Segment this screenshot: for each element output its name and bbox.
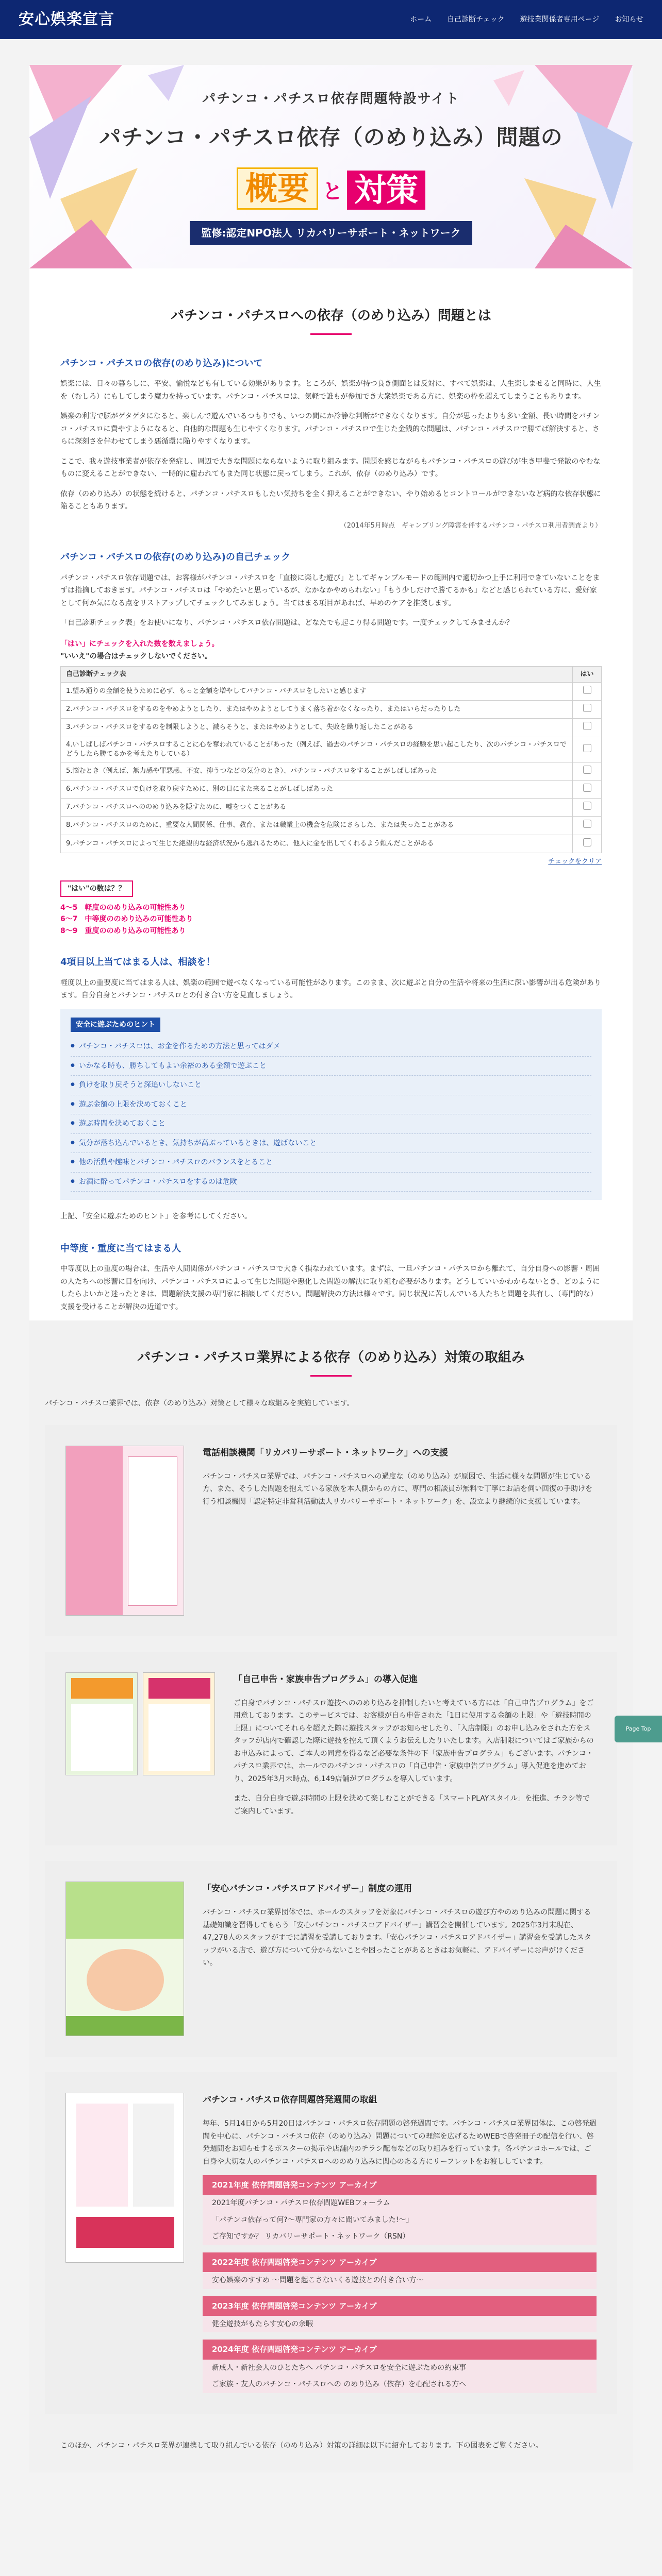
table-row [61, 762, 602, 780]
card-title: 「自己申告・家族申告プログラム」の導入促進 [234, 1674, 418, 1685]
paragraph: 上記、「安全に遊ぶためのヒント」を参考にしてください。 [60, 1212, 252, 1221]
page-top-button[interactable]: Page Top [615, 1716, 662, 1742]
archive-heading-2023[interactable]: 2023年度 依存問題啓発コンテンツ アーカイブ [203, 2296, 597, 2316]
result-mild: 4～5 軽度ののめり込みの可能性あり [60, 904, 186, 912]
check-item-text: 7.パチンコ・パチスロへののめり込みを隠すために、嘘をつくことがある [61, 799, 573, 817]
paragraph: ここで、我々遊技事業者が依存を発症し、周辺で大きな問題にならないように取り組みます。問題を感じながらもパチンコ・パチスロの遊びが生き甲斐で発散のやむなものに変えることができない、一時的に雇われてもまた同じ状態に戻ってしまう。これが、依存（のめり込み）です。 [60, 457, 601, 478]
advisor-poster-image [65, 1882, 184, 2036]
tip-item: ● 気分が落ち込んでいるとき、気持ちが高ぶっているときは、遊ばないこと [71, 1134, 591, 1154]
heading-four-items: 4項目以上当てはまる人は、相談を！ [60, 957, 216, 968]
paragraph: 軽度以上の重要度に当てはまる人は、娯楽の範囲で遊べなくなっている可能性があります。このまま、次に遊ぶと自分の生活や将来の生活に深い影響が出る危険があります。自分自身とパチンコ・パチスロとの付き合い方を見直しましょう。 [60, 978, 601, 1000]
source-note: （2014年5月時点 ギャンブリング障害を伴するパチンコ・パチスロ利用者調査より） [340, 521, 602, 530]
check-item-text: 3.パチンコ・パチスロをするのを制限しようと、減らそうと、またはやめようとして、失敗を繰り返したことがある [61, 719, 573, 737]
tip-item: ● 遊ぶ時間を決めておくこと [71, 1114, 591, 1134]
self-check-table [60, 666, 602, 853]
tip-item: ● 遊ぶ金額の上限を決めておくこと [71, 1095, 591, 1115]
result-severe: 8～9 重度ののめり込みの可能性あり [60, 926, 186, 935]
card-title: パチンコ・パチスロ依存問題啓発週間の取組 [203, 2095, 377, 2106]
check-item-text: 2.パチンコ・パチスロをするのをやめようとしたり、またはやめようとしてうまく落ち着かなくなったり、またはいらだったりした [61, 701, 573, 719]
nav-home[interactable]: ホーム [410, 15, 432, 24]
hero-subtitle: パチンコ・パチスロ依存問題特設サイト [202, 91, 460, 107]
main-content [29, 65, 633, 2472]
clear-checks-link[interactable]: チェックをクリア [548, 857, 602, 866]
hero-banner [29, 65, 633, 268]
measure-card-advisor [45, 1861, 617, 2057]
check-item-text: 9.パチンコ・パチスロによって生じた絶望的な経済状況から逃れるために、他人に金を出してくれるよう頼んだことがある [61, 835, 573, 853]
check-item-text: 8.パチンコ・パチスロのために、重要な人間関係、仕事、教育、または職業上の機会を危険にさらした、または失ったことがある [61, 817, 573, 835]
title-underline [310, 333, 352, 335]
archive-link[interactable]: 「パチンコ依存って何?～専門家の方々に聞いてみました!～」 [203, 2212, 597, 2229]
program-leaflet-image [65, 1672, 138, 1775]
paragraph: 娯楽の利害で脳がゲタゲタになると、楽しんで遊んでいるつもりでも、いつの間にか冷静な判断ができなくなります。自分が思ったよりも多い金額、長い時間をパチンコ・パチスロに費やすようになると、自他的な問題も生じやすくなります。パチンコ・パチスロで生じた金銭的な問題は、パチンコ・パチスロで勝てば解決すると、さらに深刻さを伴わせてしまう悪循環に陥りやすくなります。 [60, 412, 600, 446]
result-moderate: 6～7 中等度ののめり込みの可能性あり [60, 915, 193, 924]
heading-about-dependency: パチンコ・パチスロの依存(のめり込み)について [60, 358, 263, 369]
table-row [61, 719, 602, 737]
card-title: 電話相談機関「リカバリーサポート・ネットワーク」への支援 [203, 1448, 448, 1459]
tip-item: ● 負けを取り戻そうと深追いしないこと [71, 1076, 591, 1095]
paragraph: 依存（のめり込み）の状態を続けると、パチンコ・パチスロもしたい気持ちを全く抑えることができない、やり始めるとコントロールができないなど病的な依存状態に陥ることもあります。 [60, 489, 601, 511]
check-checkbox[interactable] [583, 838, 591, 846]
check-checkbox[interactable] [583, 766, 591, 774]
check-checkbox[interactable] [583, 744, 591, 752]
card-body: パチンコ・パチスロ業界団体では、ホールのスタッフを対象にパチンコ・パチスロの遊び方やのめり込みの問題に関する基礎知識を習得してもらう「安心パチンコ・パチスロアドバイザー」講習会を開催しています。2025年3月末現在、47,278人のスタッフがすでに講習を受講しております。「安心パチンコ・パチスロアドバイザー」講習会を受講したスタッフがいる店で、遊び方について分からないことや困ったことがあるときはお気軽に、アドバイザーにお声がけください。 [203, 1908, 591, 1968]
archive-link[interactable]: 新成人・新社会人のひとたちへ パチンコ・パチスロを安全に遊ぶための約束事 [203, 2360, 597, 2377]
archive-link[interactable]: 2021年度パチンコ・パチスロ依存問題WEBフォーラム [203, 2195, 597, 2212]
table-header: はい [573, 666, 602, 682]
archive-heading-2022[interactable]: 2022年度 依存問題啓発コンテンツ アーカイブ [203, 2252, 597, 2272]
tip-item: ● お酒に酔ってパチンコ・パチスロをするのは危険 [71, 1173, 591, 1192]
paragraph: 中等度以上の重度の場合は、生活や人間関係がパチンコ・パチスロで大きく損なわれています。まずは、一旦パチンコ・パチスロから離れて、自分自身への影響・周囲の人たちへの影響に目を向け、パチンコ・パチスロによって生じた問題や悪化した問題の解決に取り組む必要があります。どうしていいかわからないとき、どのようにしたらよいかと迷ったときは、問題解決支援の専門家に相談してください。問題解決の方法は様々です。同じ状況に苦しんでいる人たちと問題を共有し、（専門的な）支援を受けることが解決の近道です。 [60, 1265, 600, 1311]
section-title-about: パチンコ・パチスロへの依存（のめり込み）問題とは [171, 308, 491, 324]
title-underline [310, 1375, 352, 1377]
closing-paragraph: このほか、パチンコ・パチスロ業界が連携して取り組んでいる依存（のめり込み）対策の詳細は以下に紹介しております。下の図表をご覧ください。 [60, 2441, 543, 2450]
check-checkbox[interactable] [583, 784, 591, 792]
site-logo[interactable]: 安心娯楽宣言 [19, 10, 114, 28]
paragraph: パチンコ・パチスロ業界では、依存（のめり込み）対策として様々な取組みを実施しています。 [45, 1399, 354, 1408]
main-nav [410, 13, 643, 26]
archive-link[interactable]: 健全遊技がもたらす安心の余暇 [203, 2316, 597, 2333]
measure-card-awareness-week [45, 2072, 617, 2413]
awareness-poster-image [65, 2093, 184, 2263]
hero-title: パチンコ・パチスロ依存（のめり込み）問題の [99, 124, 563, 150]
table-header: 自己診断チェック表 [61, 666, 573, 682]
tip-item: ● いかなる時も、勝ちしてもよい余裕のある金額で遊ぶこと [71, 1057, 591, 1076]
hero-connector: と [322, 180, 343, 204]
table-row [61, 781, 602, 799]
table-row [61, 701, 602, 719]
section-title-measures: パチンコ・パチスロ業界による依存（のめり込み）対策の取組み [137, 1350, 525, 1366]
check-item-text: 5.悩むとき（例えば、無力感や罪悪感、不安、抑うつなどの気分のとき）、パチンコ・パチスロをすることがしばしばあった [61, 762, 573, 780]
heading-moderate-severe: 中等度・重度に当てはまる人 [60, 1243, 181, 1254]
archive-link[interactable]: ご存知ですか？ リカバリーサポート・ネットワーク（RSN） [203, 2228, 597, 2245]
nav-news[interactable]: お知らせ [615, 15, 643, 24]
paragraph: 娯楽には、日々の暮らしに、平安、愉悦なども有している効果があります。ところが、娯楽が持つ良き側面とは反対に、すべて娯楽は、人生楽しませると同時に、人生を（むしろ）にもしてしまう魔力を持っています。パチンコ・パチスロは、気軽で誰もが参加でき大衆娯楽である方に、娯楽の枠を超えてしまうこともあります。 [60, 380, 601, 401]
paragraph: 「自己診断チェック表」をお使いになり、パチンコ・パチスロ依存問題は、どなたでも起こり得る問題です。一度チェックしてみませんか？ [60, 619, 514, 628]
check-instruction: 「はい」にチェックを入れた数を数えましょう。 [60, 639, 219, 648]
card-title: 「安心パチンコ・パチスロアドバイザー」制度の運用 [203, 1884, 412, 1894]
archive-link[interactable]: 安心娯楽のすすめ 〜問題を起こさないくる遊技との付き合い方〜 [203, 2272, 597, 2289]
table-row [61, 682, 602, 700]
hero-word-overview: 概要 [237, 167, 318, 210]
measure-card-rsn [45, 1425, 617, 1636]
paragraph: パチンコ・パチスロ依存問題では、お客様がパチンコ・パチスロを「直接に楽しむ遊び」としてギャンブルモードの範囲内で適切かつ上手に利用できていないことをまずは指摘しておきます。パチンコ・パチスロは「やめたいと思っているが、なかなかやめられない」「もう少しだけで勝てるかも」などと感じられている方に、愛好家として何か気になる点をリストアップしてチェックしてみましょう。当てはまる項目があれば、早めのケアを推奨します。 [60, 573, 600, 607]
table-row [61, 737, 602, 762]
check-item-text: 4.いしばしばパチンコ・パチスロすることに心を奪われていることがあった（例えば、過去のパチンコ・パチスロの経験を思い起こしたり、次のパチンコ・パチスロでどうしたら勝てるかを考えたりしている） [61, 737, 573, 762]
card-body: ご自身でパチンコ・パチスロ遊技へののめり込みを抑制したいと考えている方には「自己申告プログラム」をご用意しております。このサービスでは、お客様が自ら申告された「1日に使用する金額の上限」や「遊技時間の上限」についてそれらを超えた際に遊技スタッフがお知らせしたり、「入店制限」のお申し込みをされた方をスタッフが店内で確認した際に遊技を控えて頂くようお伝えしたりいたします。入店制限についてはご家族からのお申込みによって、ご本人の同意を得るなど必要な条件の下「家族申告プログラム」もございます。パチンコ・パチスロ業界では、ホールでのパチンコ・パチスロの「自己申告・家族申告プログラム」導入促進を進めており、2025年3月末時点、6,149店舗がプログラムを導入しています。 [234, 1699, 594, 1783]
check-instruction-note: "いいえ"の場合はチェックしないでください。 [60, 652, 212, 661]
check-checkbox[interactable] [583, 722, 591, 730]
archive-heading-2024[interactable]: 2024年度 依存問題啓発コンテンツ アーカイブ [203, 2340, 597, 2359]
tip-item: ● パチンコ・パチスロは、お金を作るための方法と思ってはダメ [71, 1037, 591, 1057]
table-row [61, 817, 602, 835]
table-row [61, 799, 602, 817]
card-body: パチンコ・パチスロ業界では、パチンコ・パチスロへの過度な（のめり込み）が原因で、生活に様々な問題が生じている方、また、そうした問題を抱えている家族を本人側からの方に、専門の相談員が無料で丁寧にお話を伺い回復の手助けを行う相談機関「認定特定非営利活動法人リカバリーサポート・ネットワーク」を、設立より継続的に支援しています。 [203, 1472, 592, 1506]
check-checkbox[interactable] [583, 686, 591, 694]
check-item-text: 6.パチンコ・パチスロで負けを取り戻すために、別の日にまた来ることがしばしばあった [61, 781, 573, 799]
tip-item: ● 他の活動や趣味とパチンコ・パチスロのバランスをとること [71, 1153, 591, 1173]
heading-self-check: パチンコ・パチスロの依存(のめり込み)の自己チェック [60, 552, 291, 563]
safe-play-tips [60, 1009, 602, 1200]
archive-link[interactable]: ご家族・友人のパチンコ・パチスロへの のめり込み（依存）を心配される方へ [203, 2376, 597, 2393]
card-body: 毎年、5月14日から5月20日はパチンコ・パチスロ依存問題の啓発週間です。パチンコ・パチスロ業界団体は、この啓発週間を中心に、パチンコ・パチスロ依存（のめり込み）問題についての理解を広げるためWEBで啓発冊子の配信を行い、啓発週間をお知らせするポスターの掲示や店舗内のチラシ配布などの取り組みを行っています。各パチンコホールでは、ご自身や大切な人のパチンコ・パチスロへののめり込みに関心のある方にリーフレットをお渡ししています。 [203, 2120, 597, 2166]
hero-supervisor-ribbon: 監修:認定NPO法人 リカバリーサポート・ネットワーク [190, 221, 472, 245]
nav-self-check[interactable]: 自己診断チェック [447, 15, 505, 24]
result-label: "はい"の数は？？ [60, 880, 133, 897]
check-checkbox[interactable] [583, 820, 591, 828]
hero-word-measures: 対策 [347, 171, 425, 210]
table-row [61, 835, 602, 853]
top-bar [0, 0, 662, 39]
tips-title: 安全に遊ぶためのヒント [71, 1018, 160, 1032]
smart-play-leaflet-image [143, 1672, 215, 1775]
archive-heading-2021[interactable]: 2021年度 依存問題啓発コンテンツ アーカイブ [203, 2175, 597, 2195]
card-body: また、自分自身で遊ぶ時間の上限を決めて楽しむことができる「スマートPLAYスタイル」を推進、チラシ等でご案内しています。 [234, 1794, 590, 1816]
nav-industry-page[interactable]: 遊技業関係者専用ページ [520, 15, 600, 24]
check-item-text: 1.望み通りの金額を使うために必ず、もっと金額を増やしてパチンコ・パチスロをしたいと感じます [61, 682, 573, 700]
check-checkbox[interactable] [583, 704, 591, 712]
rsn-leaflet-image [65, 1446, 184, 1616]
measure-card-self-report [45, 1652, 617, 1845]
check-checkbox[interactable] [583, 802, 591, 810]
industry-measures-section [29, 1320, 633, 2472]
